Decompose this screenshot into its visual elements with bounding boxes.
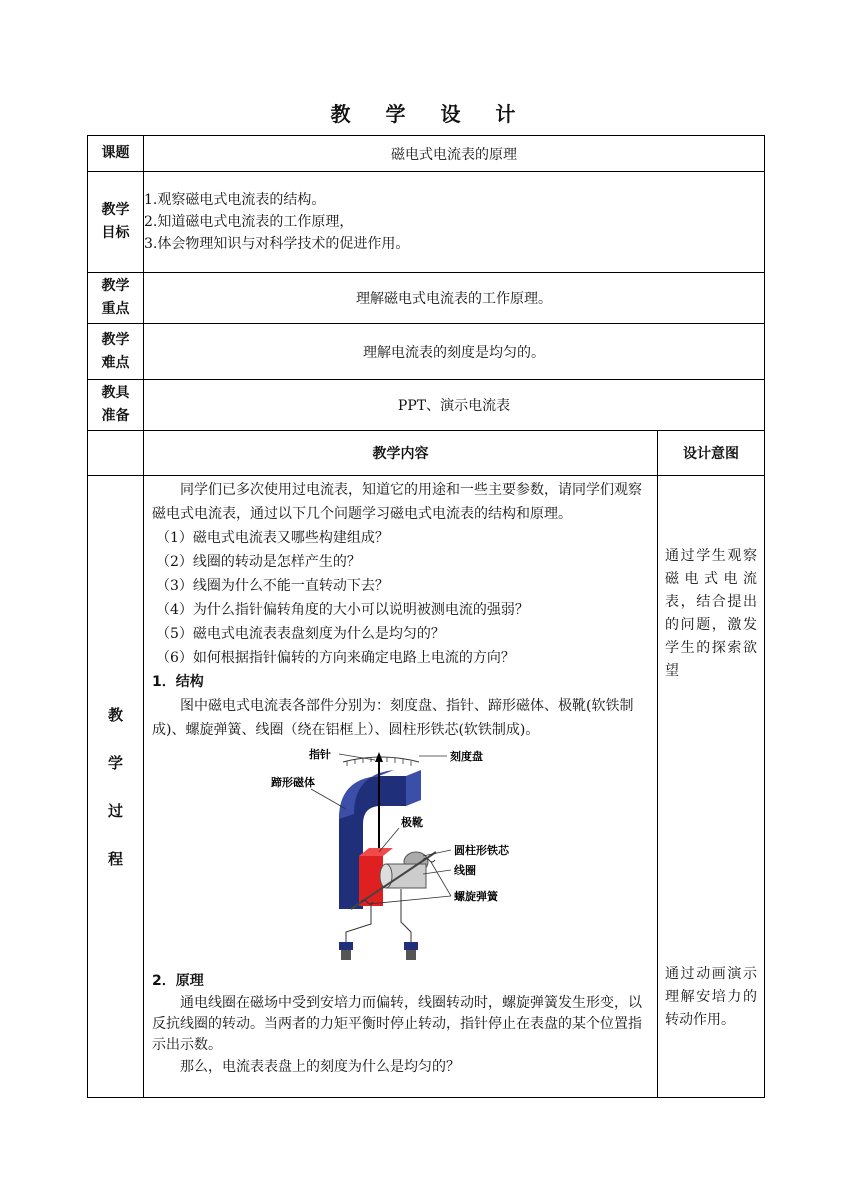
topic-row [88, 136, 765, 172]
question-item: （3）线圈为什么不能一直转动下去？ [156, 578, 389, 594]
question-item: （5）磁电式电流表表盘刻度为什么是均匀的？ [156, 626, 445, 642]
process-label: 教 学 过 程 [88, 476, 144, 1098]
goals-list [144, 172, 765, 273]
topic-value: 磁电式电流表的原理 [144, 136, 765, 172]
label-pole-shoe: 极靴 [400, 816, 423, 829]
question-item: （6）如何根据指针偏转的方向来确定电路上电流的方向？ [156, 650, 515, 666]
terminal [339, 942, 353, 950]
label-coil: 线圈 [453, 864, 476, 877]
principle-question: 那么，电流表表盘上的刻度为什么是均匀的？ [180, 1059, 460, 1075]
process-content [144, 476, 658, 1098]
process-row [88, 476, 765, 1098]
label-magnet: 蹄形磁体 [270, 776, 315, 789]
content-header: 教学内容 [144, 431, 658, 476]
process-header-row [88, 431, 765, 476]
key-label: 教学 重点 [88, 273, 144, 324]
goals-label: 教学 目标 [88, 172, 144, 273]
difficult-row [88, 324, 765, 380]
page-title: 教 学 设 计 [330, 102, 530, 126]
principle-text: 通电线圈在磁场中受到安培力而偏转，线圈转动时，螺旋弹簧发生形变，以反抗线圈的转动。当两者的力矩平衡时停止转动，指针停止在表盘的某个位置指示出示数。 [152, 995, 642, 1053]
tools-value: PPT、演示电流表 [144, 380, 765, 431]
label-pointer: 指针 [308, 748, 331, 761]
structure-text: 图中磁电式电流表各部件分别为：刻度盘、指针、蹄形磁体、极靴(软铁制成)、螺旋弹簧、线圈（绕在铝框上）、圆柱形铁芯(软铁制成)。 [152, 698, 634, 738]
galvanometer-diagram [251, 744, 551, 969]
goal-item: 2.知道磁电式电流表的工作原理， [144, 214, 354, 230]
section-title-structure: 1．结构 [152, 674, 204, 690]
key-row [88, 273, 765, 324]
lesson-plan-table [87, 135, 765, 1098]
goals-row [88, 172, 765, 273]
process-intent [658, 476, 765, 1098]
intent-header: 设计意图 [658, 431, 765, 476]
empty-cell [88, 431, 144, 476]
key-value: 理解磁电式电流表的工作原理。 [144, 273, 765, 324]
difficult-value: 理解电流表的刻度是均匀的。 [144, 324, 765, 380]
intent-note-1: 通过学生观察磁电式电流表，结合提出的问题，激发学生的探索欲望 [665, 548, 757, 679]
goal-item: 3.体会物理知识与对科学技术的促进作用。 [144, 236, 410, 252]
question-item: （2）线圈的转动是怎样产生的？ [156, 554, 361, 570]
tools-label: 教具 准备 [88, 380, 144, 431]
question-item: （4）为什么指针偏转角度的大小可以说明被测电流的强弱？ [156, 602, 529, 618]
section-title-principle: 2．原理 [152, 973, 204, 989]
tools-row [88, 380, 765, 431]
topic-label: 课题 [88, 136, 144, 172]
label-dial: 刻度盘 [449, 750, 483, 763]
terminal [404, 942, 418, 950]
question-item: （1）磁电式电流表又哪些构建组成？ [156, 530, 389, 546]
label-spring: 螺旋弹簧 [453, 890, 498, 903]
intent-note-2: 通过动画演示理解安培力的转动作用。 [665, 966, 757, 1028]
difficult-label: 教学 难点 [88, 324, 144, 380]
pole-shoe [359, 856, 383, 906]
label-core: 圆柱形铁芯 [453, 844, 509, 857]
goal-item: 1.观察磁电式电流表的结构。 [144, 192, 326, 208]
intro-paragraph: 同学们已多次使用过电流表，知道它的用途和一些主要参数，请同学们观察磁电式电流表，通过以下几个问题学习磁电式电流表的结构和原理。 [152, 482, 642, 522]
